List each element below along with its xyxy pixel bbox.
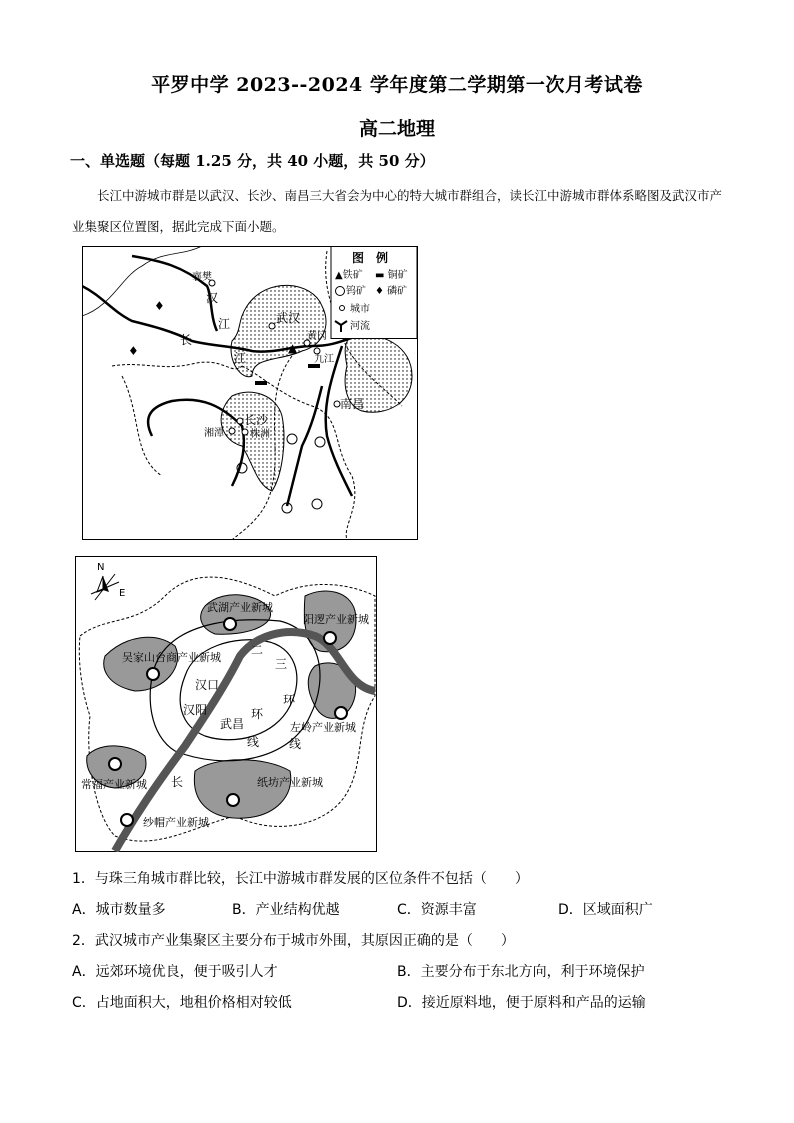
label-nanchang: 南昌 bbox=[340, 397, 365, 411]
wuhan-industry-map bbox=[75, 556, 377, 852]
legend-iron: ▲铁矿 bbox=[335, 270, 363, 281]
legend-city: 城市 bbox=[350, 304, 370, 315]
legend-river: 河流 bbox=[350, 321, 370, 332]
q1-option-d[interactable]: D．区域面积广 bbox=[558, 902, 653, 918]
label-wujiashan: 吴家山台商产业新城 bbox=[122, 651, 221, 664]
label-wuhan: 武汉 bbox=[276, 311, 301, 325]
label-chang: 长 bbox=[180, 333, 193, 347]
map1-legend bbox=[331, 247, 417, 339]
q2-option-d[interactable]: D．接近原料地，便于原料和产品的运输 bbox=[397, 995, 646, 1011]
city-cluster-map bbox=[82, 246, 418, 540]
label-shamao: 纱帽产业新城 bbox=[143, 816, 209, 829]
label-yangluo: 阳逻产业新城 bbox=[303, 613, 369, 626]
label-changsha: 长沙 bbox=[244, 413, 269, 427]
svg-text:▲: ▲ bbox=[288, 341, 298, 355]
question-1-stem: 1．与珠三角城市群比较，长江中游城市群发展的区位条件不包括（ ） bbox=[72, 871, 529, 887]
label-huanggang: 黄冈 bbox=[307, 331, 327, 342]
label-xian2: 线 bbox=[289, 737, 302, 751]
legend-phosphate: ♦ 磷矿 bbox=[375, 286, 408, 297]
q2-option-c[interactable]: C．占地面积大，地租价格相对较低 bbox=[72, 995, 292, 1011]
label-hankou: 汉口 bbox=[195, 678, 220, 692]
q1-option-b[interactable]: B．产业结构优越 bbox=[232, 902, 340, 918]
label-xiangtan: 湘潭 bbox=[204, 428, 224, 439]
label-er: 二 bbox=[251, 643, 264, 657]
subject-title: 高二地理 bbox=[358, 118, 435, 140]
q1-option-a[interactable]: A．城市数量多 bbox=[72, 902, 166, 918]
label-jiang1: 江 bbox=[218, 317, 231, 331]
label-jiang2: 江 bbox=[234, 351, 247, 365]
section-heading: 一、单选题（每题 1.25 分，共 40 小题，共 50 分） bbox=[70, 152, 435, 170]
exam-title: 平罗中学 2023--2024 学年度第二学期第一次月考试卷 bbox=[151, 74, 643, 96]
city-icon bbox=[340, 306, 345, 311]
legend-title: 图 例 bbox=[352, 251, 389, 265]
label-hanyang: 汉阳 bbox=[183, 703, 208, 717]
label-zuoling: 左岭产业新城 bbox=[290, 721, 356, 734]
label-huan2: 环 bbox=[283, 693, 296, 707]
label-jiujiang: 九江 bbox=[314, 354, 334, 365]
svg-text:♦: ♦ bbox=[154, 299, 165, 313]
q2-option-a[interactable]: A．远郊环境优良，便于吸引人才 bbox=[72, 964, 278, 980]
legend-copper: ▬ 铜矿 bbox=[375, 270, 408, 281]
north-label: N bbox=[97, 562, 105, 573]
q1-option-c[interactable]: C．资源丰富 bbox=[397, 902, 477, 918]
intro-paragraph: 长江中游城市群是以武汉、长沙、南昌三大省会为中心的特大城市群组合，读长江中游城市群体系略图及武汉市产业集聚区位置图，据此完成下面小题。 bbox=[72, 188, 723, 234]
label-huan1: 环 bbox=[251, 707, 264, 721]
label-changfu: 常福产业新城 bbox=[81, 778, 147, 791]
label-zhifang: 纸坊产业新城 bbox=[257, 776, 323, 789]
question-2-stem: 2．武汉城市产业集聚区主要分布于城市外围，其原因正确的是（ ） bbox=[72, 933, 515, 949]
label-xian1: 线 bbox=[247, 735, 260, 749]
label-zhuzhou: 株洲 bbox=[250, 429, 270, 440]
legend-tungsten: 钨矿 bbox=[346, 286, 366, 297]
label-san: 三 bbox=[275, 657, 288, 671]
label-chang-river: 长 bbox=[171, 775, 184, 789]
label-wuchang: 武昌 bbox=[220, 717, 245, 731]
svg-text:♦: ♦ bbox=[128, 344, 139, 358]
label-wuhu: 武湖产业新城 bbox=[207, 601, 273, 614]
label-han: 汉 bbox=[206, 291, 219, 305]
q2-option-b[interactable]: B．主要分布于东北方向，利于环境保护 bbox=[397, 964, 645, 980]
label-xiangfan: 襄樊 bbox=[192, 272, 212, 283]
east-label: E bbox=[119, 588, 126, 599]
